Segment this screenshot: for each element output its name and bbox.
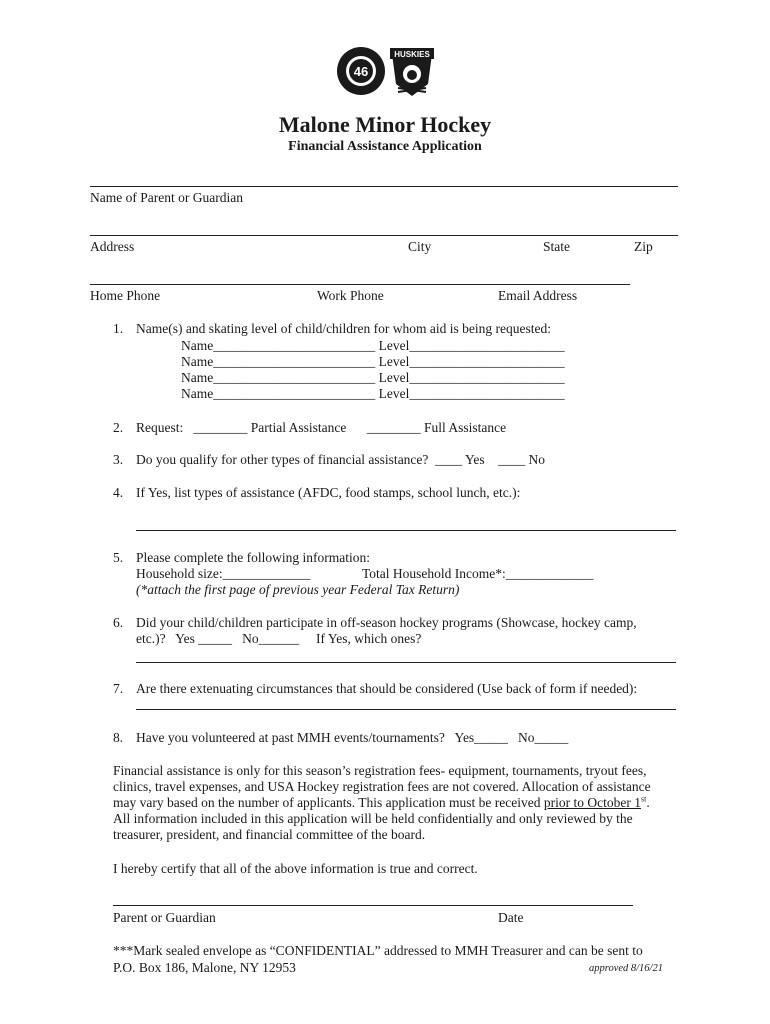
footer-line-1: ***Mark sealed envelope as “CONFIDENTIAL” addressed to MMH Treasurer and can be sent to (113, 943, 643, 958)
policy-line-3-post: . (646, 795, 650, 810)
logo-huskies-text: HUSKIES (394, 50, 430, 59)
q7-number: 7. (113, 681, 124, 696)
email-label: Email Address (498, 288, 578, 303)
certify-text: I hereby certify that all of the above information is true and correct. (113, 861, 478, 876)
q1-row[interactable]: Name________________________ Level_______________________ (181, 386, 565, 401)
q6-text: Did your child/children participate in off-season hockey programs (Showcase, hockey camp, (136, 615, 637, 630)
policy-line-3-pre: may vary based on the number of applicants. This application must be received (113, 795, 544, 810)
parent-name-line[interactable] (90, 186, 678, 187)
household-size-field[interactable]: Household size:_____________ (136, 566, 311, 581)
address-line[interactable] (90, 235, 678, 236)
signature-line[interactable] (113, 905, 633, 906)
household-income-field[interactable]: Total Household Income*:_____________ (362, 566, 594, 581)
logo-number: 46 (353, 64, 369, 79)
address-label: Address (90, 239, 135, 254)
policy-line (113, 795, 650, 811)
policy-line: All information included in this application will be held confidentially and only reviewed by the (113, 811, 633, 826)
q7-text: Are there extenuating circumstances that should be considered (Use back of form if needed): (136, 681, 638, 696)
home-phone-label: Home Phone (90, 288, 161, 303)
page-subtitle: Financial Assistance Application (288, 139, 482, 154)
q1-text: Name(s) and skating level of child/children for whom aid is being requested: (136, 321, 552, 336)
signature-label: Parent or Guardian (113, 910, 216, 925)
huskies-logo (386, 44, 438, 98)
q1-row[interactable]: Name________________________ Level_______________________ (181, 370, 565, 385)
q7-answer-line[interactable] (136, 709, 676, 710)
q4-answer-line[interactable] (136, 530, 676, 531)
q1-number: 1. (113, 321, 124, 336)
deadline-suffix: st (640, 794, 647, 804)
tax-return-note: (*attach the first page of previous year Federal Tax Return) (136, 582, 460, 597)
policy-line: treasurer, president, and financial committee of the board. (113, 827, 426, 842)
q4-text: If Yes, list types of assistance (AFDC, food stamps, school lunch, etc.): (136, 485, 521, 500)
page-title: Malone Minor Hockey (278, 112, 492, 137)
work-phone-label: Work Phone (317, 288, 384, 303)
footer-address: P.O. Box 186, Malone, NY 12953 (113, 960, 296, 975)
q5-number: 5. (113, 550, 124, 565)
q8-text[interactable]: Have you volunteered at past MMH events/tournaments? Yes_____ No_____ (136, 730, 569, 745)
q8-number: 8. (113, 730, 124, 745)
adirondack-logo (336, 46, 386, 96)
policy-line: Financial assistance is only for this season’s registration fees- equipment, tournaments, tryout fees, (113, 763, 647, 778)
approved-date: approved 8/16/21 (589, 963, 663, 974)
q1-row[interactable]: Name________________________ Level_______________________ (181, 338, 565, 353)
q3-number: 3. (113, 452, 124, 467)
q1-row[interactable]: Name________________________ Level_______________________ (181, 354, 565, 369)
q6-answer-line[interactable] (136, 662, 676, 663)
parent-name-label: Name of Parent or Guardian (90, 190, 243, 205)
zip-label: Zip (634, 239, 653, 254)
q6-number: 6. (113, 615, 124, 630)
q4-number: 4. (113, 485, 124, 500)
q6-text-2[interactable]: etc.)? Yes _____ No______ If Yes, which ones? (136, 631, 422, 646)
q2-text[interactable]: Request: ________ Partial Assistance ________ Full Assistance (136, 420, 507, 435)
policy-line: clinics, travel expenses, and USA Hockey registration fees are not covered. Allocation of assistance (113, 779, 651, 794)
state-label: State (543, 239, 570, 254)
date-label: Date (498, 910, 524, 925)
q5-text: Please complete the following information: (136, 550, 370, 565)
phone-line[interactable] (90, 284, 630, 285)
q3-text[interactable]: Do you qualify for other types of financial assistance? ____ Yes ____ No (136, 452, 546, 467)
deadline-text: prior to October 1 (543, 795, 641, 810)
q2-number: 2. (113, 420, 124, 435)
city-label: City (408, 239, 432, 254)
